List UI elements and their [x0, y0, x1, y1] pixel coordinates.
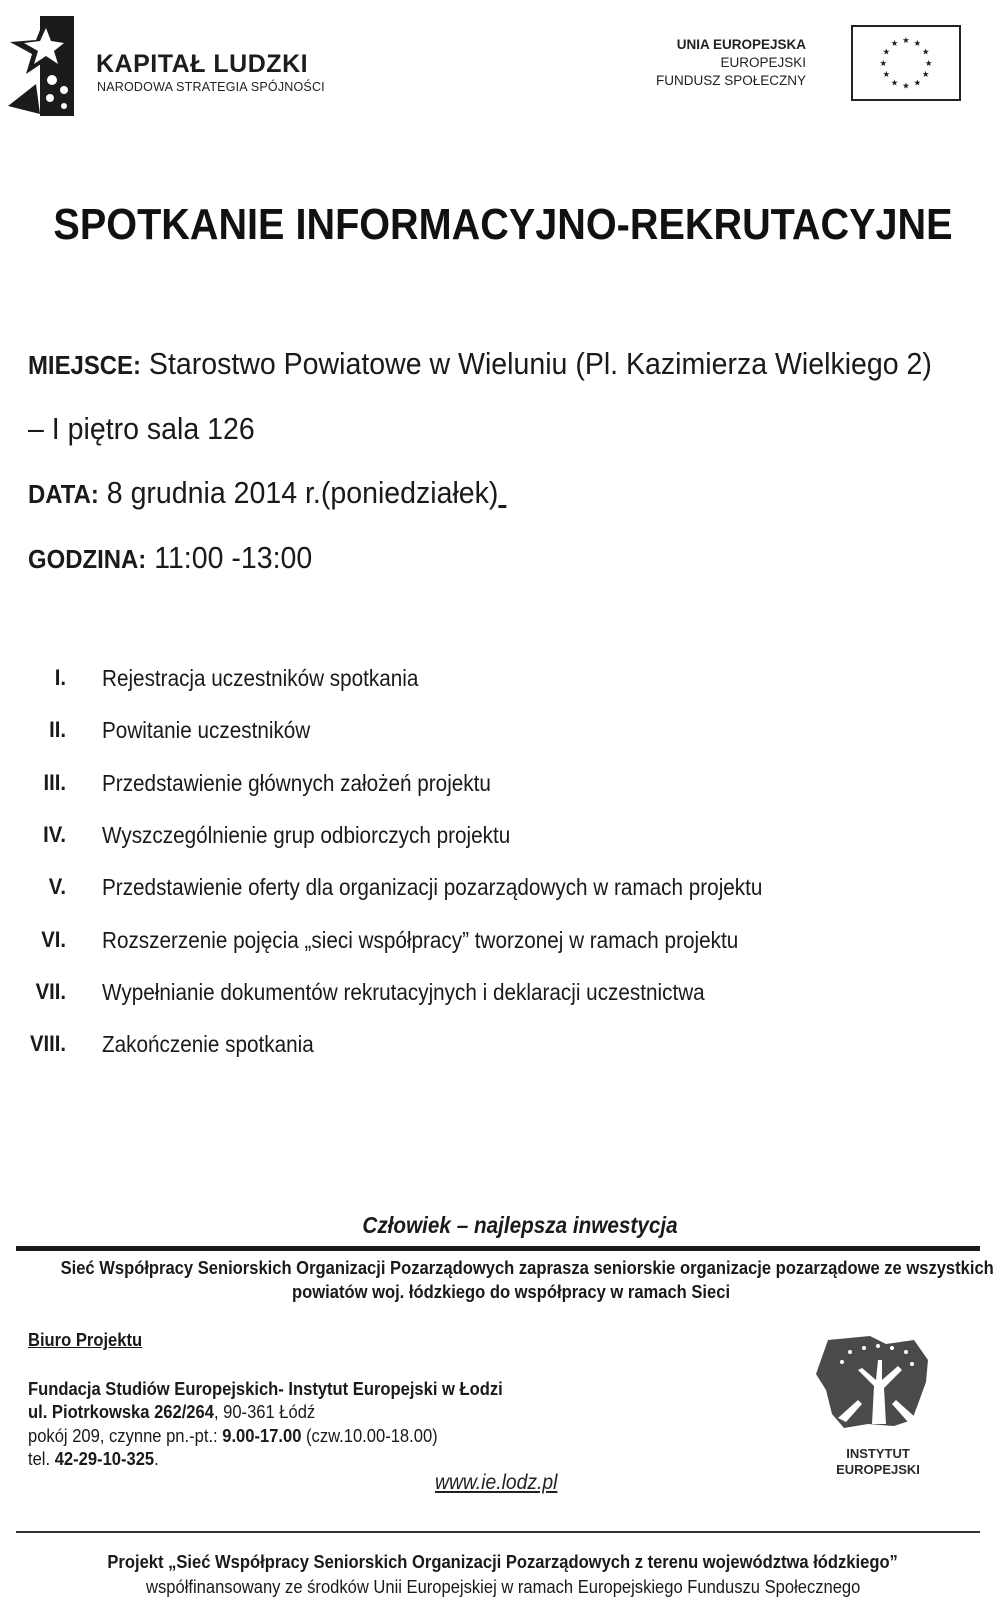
phone-suffix: . [154, 1449, 159, 1469]
cofinancing-note [0, 1577, 1006, 1598]
agenda-item-text: Wypełnianie dokumentów rekrutacyjnych i deklaracji uczestnictwa [102, 978, 705, 1005]
agenda-item-text: Przedstawienie głównych założeń projektu [102, 769, 491, 796]
address-line [28, 1402, 315, 1423]
agenda-item [0, 770, 1006, 800]
agenda-item-text: Zakończenie spotkania [102, 1031, 314, 1058]
agenda-item-text: Rozszerzenie pojęcia „sieci współpracy” tworzonej w ramach projektu [102, 926, 739, 953]
date-label: DATA: [28, 479, 99, 509]
room-info: pokój 209, czynne pn.-pt.: [28, 1426, 223, 1446]
place-value: Starostwo Powiatowe w Wieluniu (Pl. Kazimierza Wielkiego 2) [148, 346, 932, 381]
eu-star-icon: ★ [879, 58, 888, 69]
eu-star-icon: ★ [913, 39, 922, 50]
postal-code: , 90-361 Łódź [213, 1402, 316, 1422]
agenda-item-number: III. [43, 769, 66, 795]
invitation-line-1: Sieć Współpracy Seniorskich Organizacji Pozarządowych zaprasza seniorskie organizacje pozarządowe ze wszystkich [60, 1258, 994, 1278]
agenda-item-text: Powitanie uczestników [102, 717, 311, 744]
project-title [0, 1552, 1006, 1573]
place-line [28, 346, 932, 382]
ie-logo-line2: EUROPEJSKI [836, 1462, 920, 1477]
page-title: SPOTKANIE INFORMACYJNO-REKRUTACYJNE [53, 200, 953, 249]
agenda-item [0, 1031, 1006, 1061]
invitation-text [20, 1256, 1002, 1304]
motto: Człowiek – najlepsza inwestycja [362, 1212, 678, 1238]
eu-star-icon: ★ [913, 78, 922, 89]
agenda-item-number: VI. [41, 926, 66, 952]
agenda-item [0, 717, 1006, 747]
agenda-item-number: I. [54, 665, 66, 690]
phone-line [28, 1449, 159, 1470]
eu-star-icon: ★ [882, 47, 891, 58]
place-label: MIEJSCE: [28, 350, 141, 380]
date-underline [498, 475, 506, 510]
invitation-line-2: powiatów woj. łódzkiego do współpracy w ramach Sieci [291, 1282, 731, 1302]
phone-prefix: tel. [28, 1449, 55, 1469]
eu-star-icon: ★ [921, 47, 930, 58]
eu-logo-text [656, 36, 806, 90]
divider [16, 1246, 980, 1251]
eu-star-icon: ★ [921, 70, 930, 81]
agenda-item-text: Rejestracja uczestników spotkania [102, 665, 419, 691]
office-hours-line [28, 1426, 438, 1447]
project-title-text: Projekt „Sieć Współpracy Seniorskich Organizacji Pozarządowych z terenu województwa łódzkiego” [107, 1552, 899, 1572]
website-link[interactable]: www.ie.lodz.pl [435, 1471, 558, 1494]
agenda-item [0, 822, 1006, 852]
phone-number: 42-29-10-325 [54, 1449, 155, 1469]
agenda-item-number: V. [48, 874, 66, 900]
time-label: GODZINA: [28, 544, 147, 574]
eu-line3: FUNDUSZ SPOŁECZNY [655, 73, 806, 88]
agenda-item-number: II. [49, 717, 66, 743]
eu-star-icon: ★ [882, 70, 891, 81]
agenda-item-number: VIII. [30, 1031, 67, 1057]
kapital-ludzki-title: KAPITAŁ LUDZKI [96, 50, 309, 78]
agenda-item [0, 874, 1006, 904]
agenda-item [0, 665, 1006, 695]
eu-line2: EUROPEJSKI [720, 55, 806, 70]
kapital-ludzki-star-icon [6, 14, 76, 118]
office-hours: 9.00-17.00 [222, 1426, 302, 1446]
office-label: Biuro Projektu [28, 1330, 143, 1350]
thursday-hours: (czw.10.00-18.00) [301, 1426, 438, 1446]
time-value: 11:00 -13:00 [154, 540, 313, 575]
cofinancing-text: współfinansowany ze środków Unii Europejskiej w ramach Europejskiego Funduszu Społecznego [145, 1577, 861, 1597]
instytut-europejski-tree-icon [808, 1330, 948, 1506]
agenda-item-number: VII. [35, 978, 66, 1004]
date-value: 8 grudnia 2014 r.(poniedziałek) [106, 475, 499, 510]
eu-star-icon: ★ [902, 81, 910, 92]
eu-line1: UNIA EUROPEJSKA [676, 37, 806, 52]
eu-flag-icon [851, 25, 961, 101]
eu-star-icon: ★ [902, 36, 910, 47]
divider-bottom [16, 1531, 980, 1533]
agenda-item [0, 927, 1006, 957]
ie-logo-line1: INSTYTUT [846, 1446, 910, 1461]
agenda-item [0, 979, 1006, 1009]
eu-star-icon: ★ [890, 39, 899, 50]
eu-star-icon: ★ [924, 58, 933, 69]
eu-star-icon: ★ [890, 78, 899, 89]
organization-name: Fundacja Studiów Europejskich- Instytut Europejski w Łodzi [28, 1379, 503, 1399]
street: ul. Piotrkowska 262/264 [28, 1402, 214, 1422]
agenda-item-text: Przedstawienie oferty dla organizacji pozarządowych w ramach projektu [102, 874, 763, 901]
time-line [28, 540, 312, 576]
kapital-ludzki-subtitle: NARODOWA STRATEGIA SPÓJNOŚCI [97, 80, 325, 94]
place-line-2: – I piętro sala 126 [28, 411, 255, 446]
agenda-item-number: IV. [43, 821, 66, 847]
agenda-item-text: Wyszczególnienie grup odbiorczych projektu [102, 821, 511, 848]
date-line [28, 475, 506, 511]
